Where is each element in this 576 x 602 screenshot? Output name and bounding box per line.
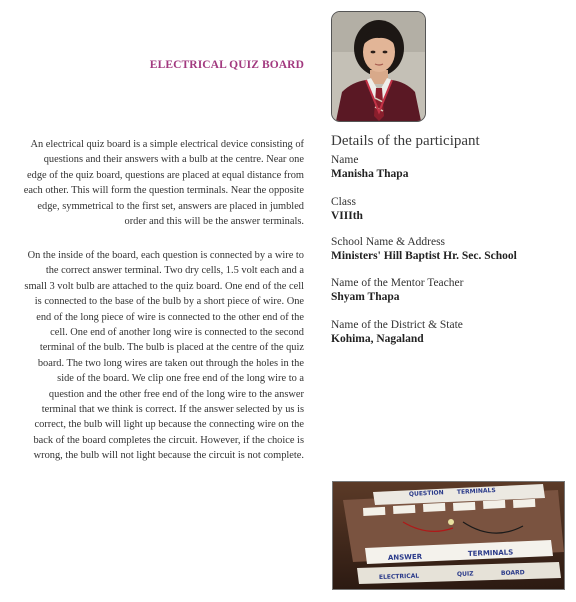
- quiz-board-photo: [332, 481, 565, 590]
- field-value: Ministers' Hill Baptist Hr. Sec. School: [331, 250, 517, 262]
- field-value: Manisha Thapa: [331, 168, 409, 180]
- field-label: Class: [331, 196, 356, 208]
- question-label: QUESTION: [408, 489, 444, 498]
- field-label: School Name & Address: [331, 236, 446, 248]
- working-paragraph: On the inside of the board, each question is connected by a wire to the correct answer terminal. Two dry cells, 1.5 volt each and a small 3 volt bulb are attached to the quiz board. One end of the cell is connected to the base of the bulb by a short piece of wire. One end of the long piece of wire is connected to the other end of the cell. One end of another long wire is connected to the second terminal of the bulb. The bulb is placed at the centre of the quiz board. The two long wires are taken out through the holes in the side of the board. We clip one free end of the long wire to a question and the other free end of the long wire to the answer terminal that we think is correct. If the answer selected by us is correct, the bulb will light up because the connecting wire on the back of the board completes the circuit. However, if the choice is wrong, the bulb will not light because the circuit is not complete.: [24, 250, 304, 462]
- answer-label: ANSWER: [387, 552, 423, 562]
- field-class: [331, 195, 363, 223]
- field-label: Name: [331, 154, 359, 166]
- terminals-top-label: TERMINALS: [456, 486, 496, 496]
- quiz-label: QUIZ: [456, 570, 474, 578]
- page-title: ELECTRICAL QUIZ BOARD: [149, 59, 304, 71]
- field-school: [331, 235, 517, 263]
- details-heading: Details of the participant: [331, 133, 480, 149]
- board-label: BOARD: [500, 569, 525, 577]
- field-value: VIIIth: [331, 210, 363, 222]
- participant-photo: [331, 11, 426, 122]
- field-value: Kohima, Nagaland: [331, 333, 424, 345]
- field-district: [331, 318, 463, 346]
- field-label: Name of the District & State: [331, 319, 463, 331]
- field-mentor: [331, 276, 463, 304]
- terminals-bottom-label: TERMINALS: [467, 548, 514, 558]
- electrical-label: ELECTRICAL: [378, 572, 420, 581]
- intro-paragraph: An electrical quiz board is a simple electrical device consisting of questions and their answers with a bulb at the centre. Near one edge of the quiz board, questions are placed at equal distance from each other. This will form the question terminals. Near the opposite edge, symmetrical to the first set, answers are placed in jumbled order and this will be the answer terminals.: [23, 139, 304, 228]
- field-name: [331, 153, 408, 181]
- field-value: Shyam Thapa: [331, 291, 400, 303]
- field-label: Name of the Mentor Teacher: [331, 277, 464, 289]
